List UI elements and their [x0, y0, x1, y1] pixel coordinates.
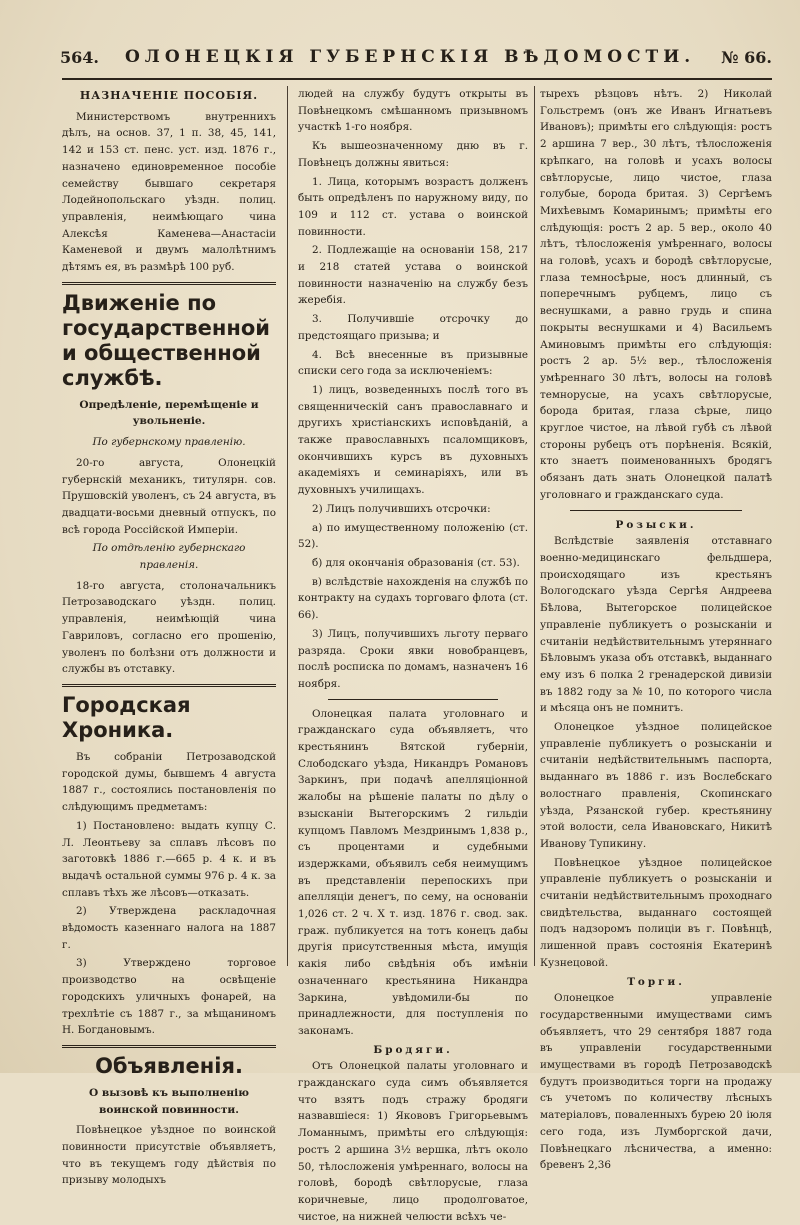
header-rule	[62, 78, 772, 80]
section-divider	[62, 282, 276, 285]
chronicle-item-3: 3) Утверждено торговое производство на освѣщеніе городскихъ уличныхъ фонарей, на трехлѣтіе съ 1887 г., за мѣщаниномъ Н. Богдановымъ.	[62, 957, 276, 1037]
column-divider	[534, 86, 535, 966]
exemption-3: 3) Лицъ, получившихъ льготу перваго разряда. Сроки явки новобранцевъ, послѣ росписка по домамъ, назначенъ 16 ноября.	[298, 627, 528, 690]
chronicle-heading: Городская Хроника.	[62, 692, 191, 742]
page-number: 564.	[60, 47, 99, 67]
issue-number: № 66.	[721, 47, 772, 67]
exemption-2b: б) для окончанія образованія (ст. 53).	[312, 556, 520, 569]
section-divider	[62, 1045, 276, 1048]
column-3	[540, 86, 772, 1172]
service-source-2: По отдѣленію губернскаго правленія.	[92, 542, 246, 572]
search-notice-3: Повѣнецкое уѣздное полицейское управленіе публикуетъ о розысканіи и считаніи недѣйствительнымъ проходнаго свидѣтельства, выданнаго состоящей подъ надзоромъ полиціи въ г. Повѣнцѣ, лишенной правъ состоянія Екатеринѣ Кузнецовой.	[540, 856, 772, 969]
conscription-item-4: 4. Всѣ внесенные въ призывные списки сего года за исключеніемъ:	[298, 348, 528, 378]
column-2	[298, 86, 528, 1223]
exemption-2a: а) по имущественному положенію (ст. 52).	[298, 521, 528, 551]
service-subheading: Опредѣленіе, перемѣщеніе и увольненіе.	[79, 398, 259, 428]
search-notice-1: Вслѣдствіе заявленія отставнаго военно-медицинскаго фельдшера, происходящаго изъ крестьянъ Вологодскаго уѣзда Сергѣя Андреева Бѣлова, Вытегорское полицейское управленіе публикуетъ о розысканіи и считаніи недѣйствительнымъ утеряннаго Бѣловымъ указа объ отставкѣ, выданнаго ему изъ 6 полка 2 гренадерской дивизіи въ 1882 году за № 10, по которого числа и мѣсяца онъ не помнитъ.	[540, 535, 772, 715]
chronicle-intro: Въ собраніи Петрозаводской городской думы, бывшемъ 4 августа 1887 г., состоялись постановленія по слѣдующимъ предметамъ:	[62, 750, 276, 814]
service-text-1: 20-го августа, Олонецкій губернскій механикъ, титулярн. сов. Прушовскій уволенъ, съ 24 августа, въ двадцати-восьми дневный отпускъ, по всѣ города Россійской Имперіи.	[62, 456, 276, 536]
column-divider	[287, 86, 288, 966]
section-divider	[570, 510, 742, 511]
conscription-item-3: 3. Получившіе отсрочку до предстоящаго призыва; и	[298, 313, 528, 342]
auction-text: Олонецкое управленіе государственными имуществами симъ объявляетъ, что 29 сентября 1887 года въ управленіи государственными имуществами въ городѣ Петрозаводскѣ будутъ производиться торги на продажу съ учетомъ по количеству лѣсныхъ матеріаловъ, поваленныхъ бурею 20 іюля сего года, изъ Лумборгской дачи, Повѣнецкаго лѣсничества, а именно: бревенъ 2,36	[540, 992, 772, 1172]
section-divider	[328, 699, 498, 700]
newspaper-title: ОЛОНЕЦКІЯ ГУБЕРНСКІЯ ВѢДОМОСТИ.	[124, 47, 696, 67]
section-divider	[62, 684, 276, 687]
conscription-item-2: 2. Подлежащіе на основаніи 158, 217 и 218 статей устава о воинской повинности назначенію на службу безъ жеребія.	[298, 244, 528, 307]
pension-heading: НАЗНАЧЕНІЕ ПОСОБІЯ.	[79, 89, 259, 102]
auction-heading: Торги.	[627, 975, 685, 988]
vagrants-continued: тырехъ рѣзцовъ нѣтъ. 2) Николай Гольстремъ (онъ же Иванъ Игнатьевъ Ивановъ); примѣты его слѣдующія: ростъ 2 аршина 7 вер., 30 лѣтъ, тѣлосложенія крѣпкаго, на головѣ и усахъ волосы свѣтлорусые, лицо чистое, глаза голубые, борода бритая. 3) Сергѣемъ Михѣевымъ Комаринымъ; примѣты его слѣдующія: ростъ 2 ар. 5 вер., около 40 лѣтъ, тѣлосложенія умѣреннаго, волосы на головѣ, усахъ и бородѣ свѣтлорусые, глаза темносѣрые, носъ длинный, съ поперечнымъ рубцемъ, лицо съ веснушками, а равно грудь и спина покрыты веснушками и 4) Васильемъ Аминовымъ примѣты его слѣдующія: ростъ 2 ар. 5½ вер., тѣлосложенія умѣреннаго 30 лѣтъ, волосы на головѣ темнорусые, на усахъ свѣтлорусые, борода бритая, глаза сѣрые, лицо круглое чистое, на лѣвой губѣ съ лѣвой стороны рубецъ отъ порѣненія. Всякій, кто знаетъ поименованныхъ бродягъ обязанъ дать знать Олонецкой палатѣ уголовнаго и гражданскаго суда.	[540, 88, 772, 501]
exemption-2: 2) Лицъ получившихъ отсрочки:	[312, 502, 491, 515]
ads-text: Повѣнецкое уѣздное по воинской повинности присутствіе объявляетъ, что въ текущемъ году дѣйствія по призыву молодыхъ	[62, 1124, 276, 1187]
service-source-1: По губернскому правленію.	[92, 436, 246, 449]
chronicle-item-1: 1) Постановлено: выдать купцу С. Л. Леонтьеву за сплавъ лѣсовъ по заготовкѣ 1886 г.—665 р. 4 к. и въ выдачѣ остальной суммы 976 р. 4 к. за сплавъ тѣхъ же лѣсовъ—отказать.	[62, 819, 276, 899]
pension-text: Министерствомъ внутреннихъ дѣлъ, на основ. 37, 1 п. 38, 45, 141, 142 и 153 ст. пенс. уст. изд. 1876 г., назначено единовременное пособіе семейству бывшаго секретаря Лодейнопольскаго уѣздн. полиц. управленія, неимѣющаго чина Алексѣя Каменева—Анастасіи Каменевой и двумъ малолѣтнимъ дѣтямъ ея, въ размѣрѣ 100 руб.	[62, 110, 276, 274]
search-notice-2: Олонецкое уѣздное полицейское управленіе публикуетъ о розысканіи и считаніи недѣйствительнымъ паспорта, выданнаго въ 1886 г. изъ Вослебскаго волостнаго правленія, Скопинскаго уѣзда, Рязанской губер. крестьянину этой волости, села Ивановскаго, Никитѣ Иванову Тупикину.	[540, 721, 772, 850]
service-heading: Движеніе по государственной и общественной службѣ.	[62, 290, 271, 390]
conscription-item-1: 1. Лица, которымъ возрастъ долженъ быть опредѣленъ по наружному виду, по 109 и 112 ст. устава о воинской повинности.	[298, 175, 528, 238]
service-text-2: 18-го августа, столоначальникъ Петрозаводскаго уѣздн. полиц. управленія, неимѣющій чина Гавриловъ, согласно его прошенію, уволенъ по болѣзни отъ должности и службы въ отставку.	[62, 579, 276, 676]
court-notice: Олонецкая палата уголовнаго и гражданскаго суда объявляетъ, что крестьянинъ Вятской губерніи, Слободскаго уѣзда, Никандръ Романовъ Заркинъ, при подачѣ апелляціонной жалобы на рѣшеніе палаты по дѣлу о взысканіи Вытегорскимъ 2 гильдіи купцомъ Павломъ Мездринымъ 1,838 р., съ процентами и судебными издержками, объявилъ себя неимущимъ въ представленіи перепоскихъ при апелляціи денегъ, по сему, на основаніи 1,026 ст. 2 ч. X т. изд. 1876 г. свод. зак. граж. публикуется на тотъ конецъ дабы другія присутственныя мѣста, имущія какія либо свѣдѣнія объ имѣніи означеннаго крестьянина Никандра Заркина, увѣдомили-бы по принадлежности, для поступленія по законамъ.	[298, 707, 528, 1037]
chronicle-item-2: 2) Утверждена раскладочная вѣдомость казеннаго налога на 1887 г.	[62, 905, 276, 951]
exemption-1: 1) лицъ, возведенныхъ послѣ того въ священническій санъ православнаго и другихъ христіанскихъ исповѣданій, а также православныхъ псаломщиковъ, окончившихъ курсъ въ духовныхъ академіяхъ и семинаріяхъ, или въ духовныхъ училищахъ.	[298, 383, 528, 497]
conscription-continued: людей на службу будутъ открыты въ Повѣнецкомъ смѣшанномъ призывномъ участкѣ 1-го ноября.	[298, 88, 528, 134]
masthead	[60, 42, 772, 72]
column-1	[62, 86, 276, 1187]
exemption-2c: в) вслѣдствіе нахожденія на службѣ по контракту на судахъ торговаго флота (ст. 66).	[298, 575, 528, 622]
vagrants-heading: Бродяги.	[373, 1043, 453, 1056]
vagrants-text: Отъ Олонецкой палаты уголовнаго и гражданскаго суда симъ объявляется что взятъ подъ стражу бродяги назвавшіеся: 1) Якововъ Григорьевымъ Ломаннымъ, примѣты его слѣдующія: ростъ 2 аршина 3½ вершка, лѣтъ около 50, тѣлосложенія умѣреннаго, волосы на головѣ, бородѣ свѣтлорусые, глаза коричневые, лицо продолговатое, чистое, на нижней челюсти всѣхъ че-	[298, 1060, 528, 1223]
search-heading: Розыски.	[615, 518, 697, 531]
conscription-call: Къ вышеозначенному дню въ г. Повѣнецъ должны явиться:	[298, 140, 528, 169]
ads-heading: Объявленія.	[95, 1053, 243, 1078]
ads-subheading: О вызовѣ къ выполненію воинской повинности.	[88, 1086, 250, 1116]
